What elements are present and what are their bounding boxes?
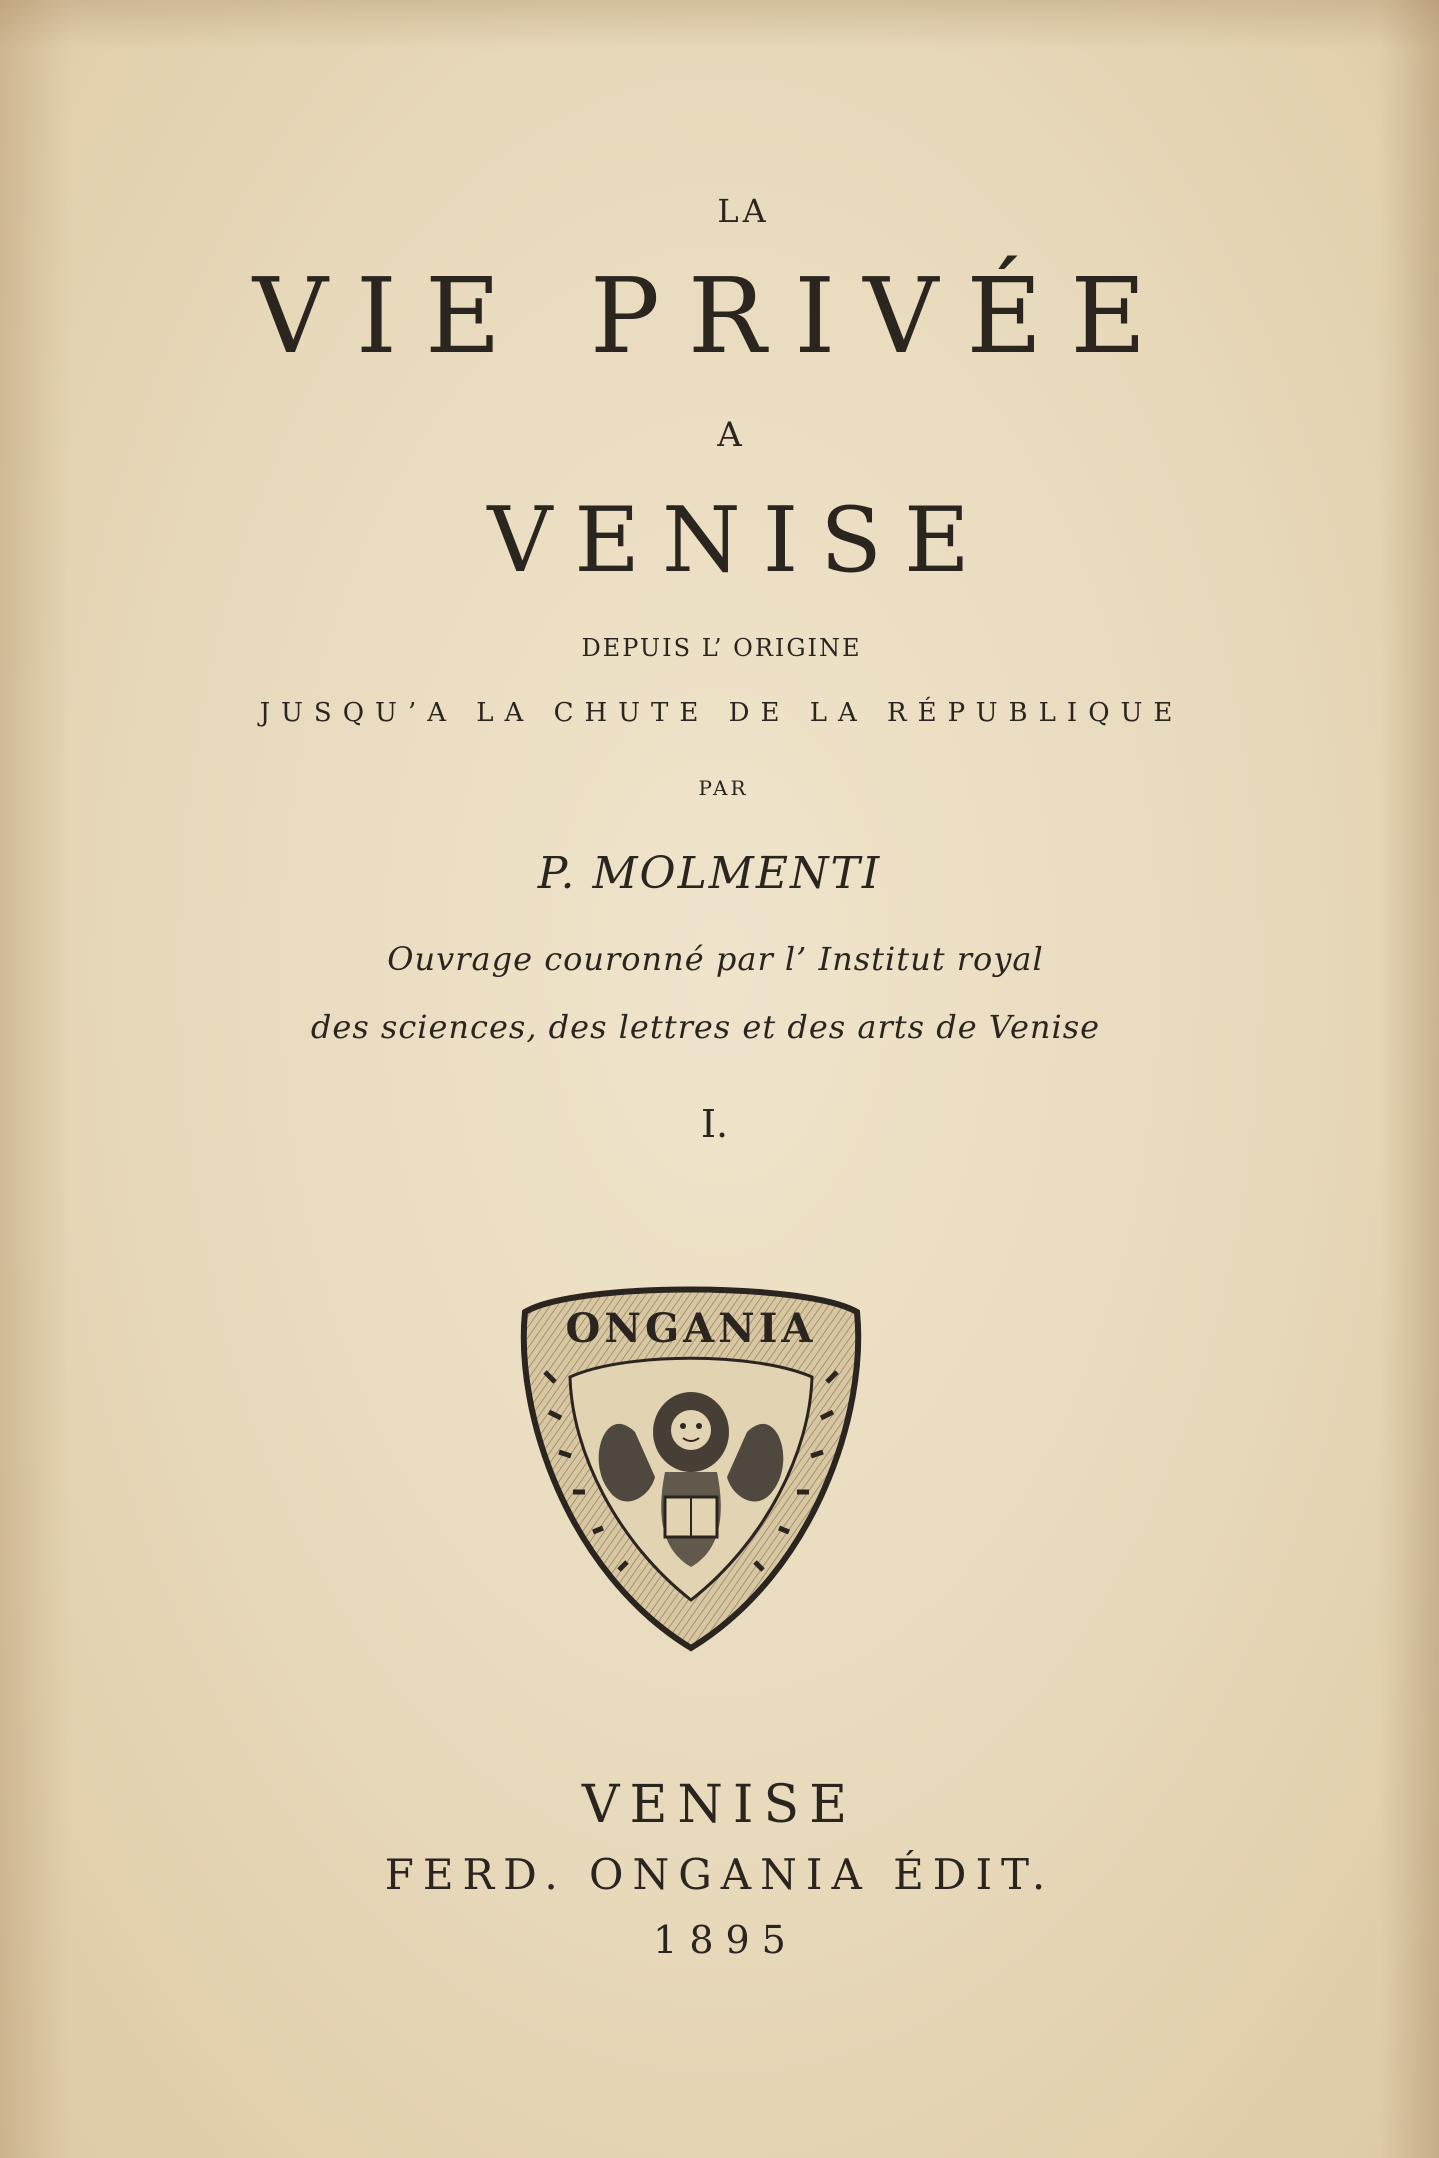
- title-article: LA: [717, 192, 770, 230]
- seal-inscription: ONGANIA: [565, 1305, 817, 1352]
- imprint-place: VENISE: [581, 1775, 858, 1835]
- subtitle-line-1: DEPUIS L’ ORIGINE: [581, 634, 862, 662]
- imprint-publisher: FERD. ONGANIA ÉDIT.: [384, 1850, 1055, 1899]
- title-preposition: A: [717, 415, 742, 455]
- volume-number: I.: [700, 1102, 729, 1146]
- subtitle-line-2: JUSQU’A LA CHUTE DE LA RÉPUBLIQUE: [259, 698, 1184, 728]
- by-label: PAR: [698, 776, 749, 800]
- title-city: VENISE: [487, 488, 992, 593]
- award-line-2: des sciences, des lettres et des arts de Venise: [310, 1008, 1101, 1046]
- paper-edge-shadow-top: [0, 0, 1439, 50]
- author-name: P. MOLMENTI: [537, 848, 882, 899]
- winged-lion-shield-icon: [515, 1282, 867, 1654]
- book-title: VIE PRIVÉE: [252, 255, 1175, 377]
- imprint-year: 1895: [653, 1918, 798, 1962]
- award-line-1: Ouvrage couronné par l’ Institut royal: [387, 940, 1044, 978]
